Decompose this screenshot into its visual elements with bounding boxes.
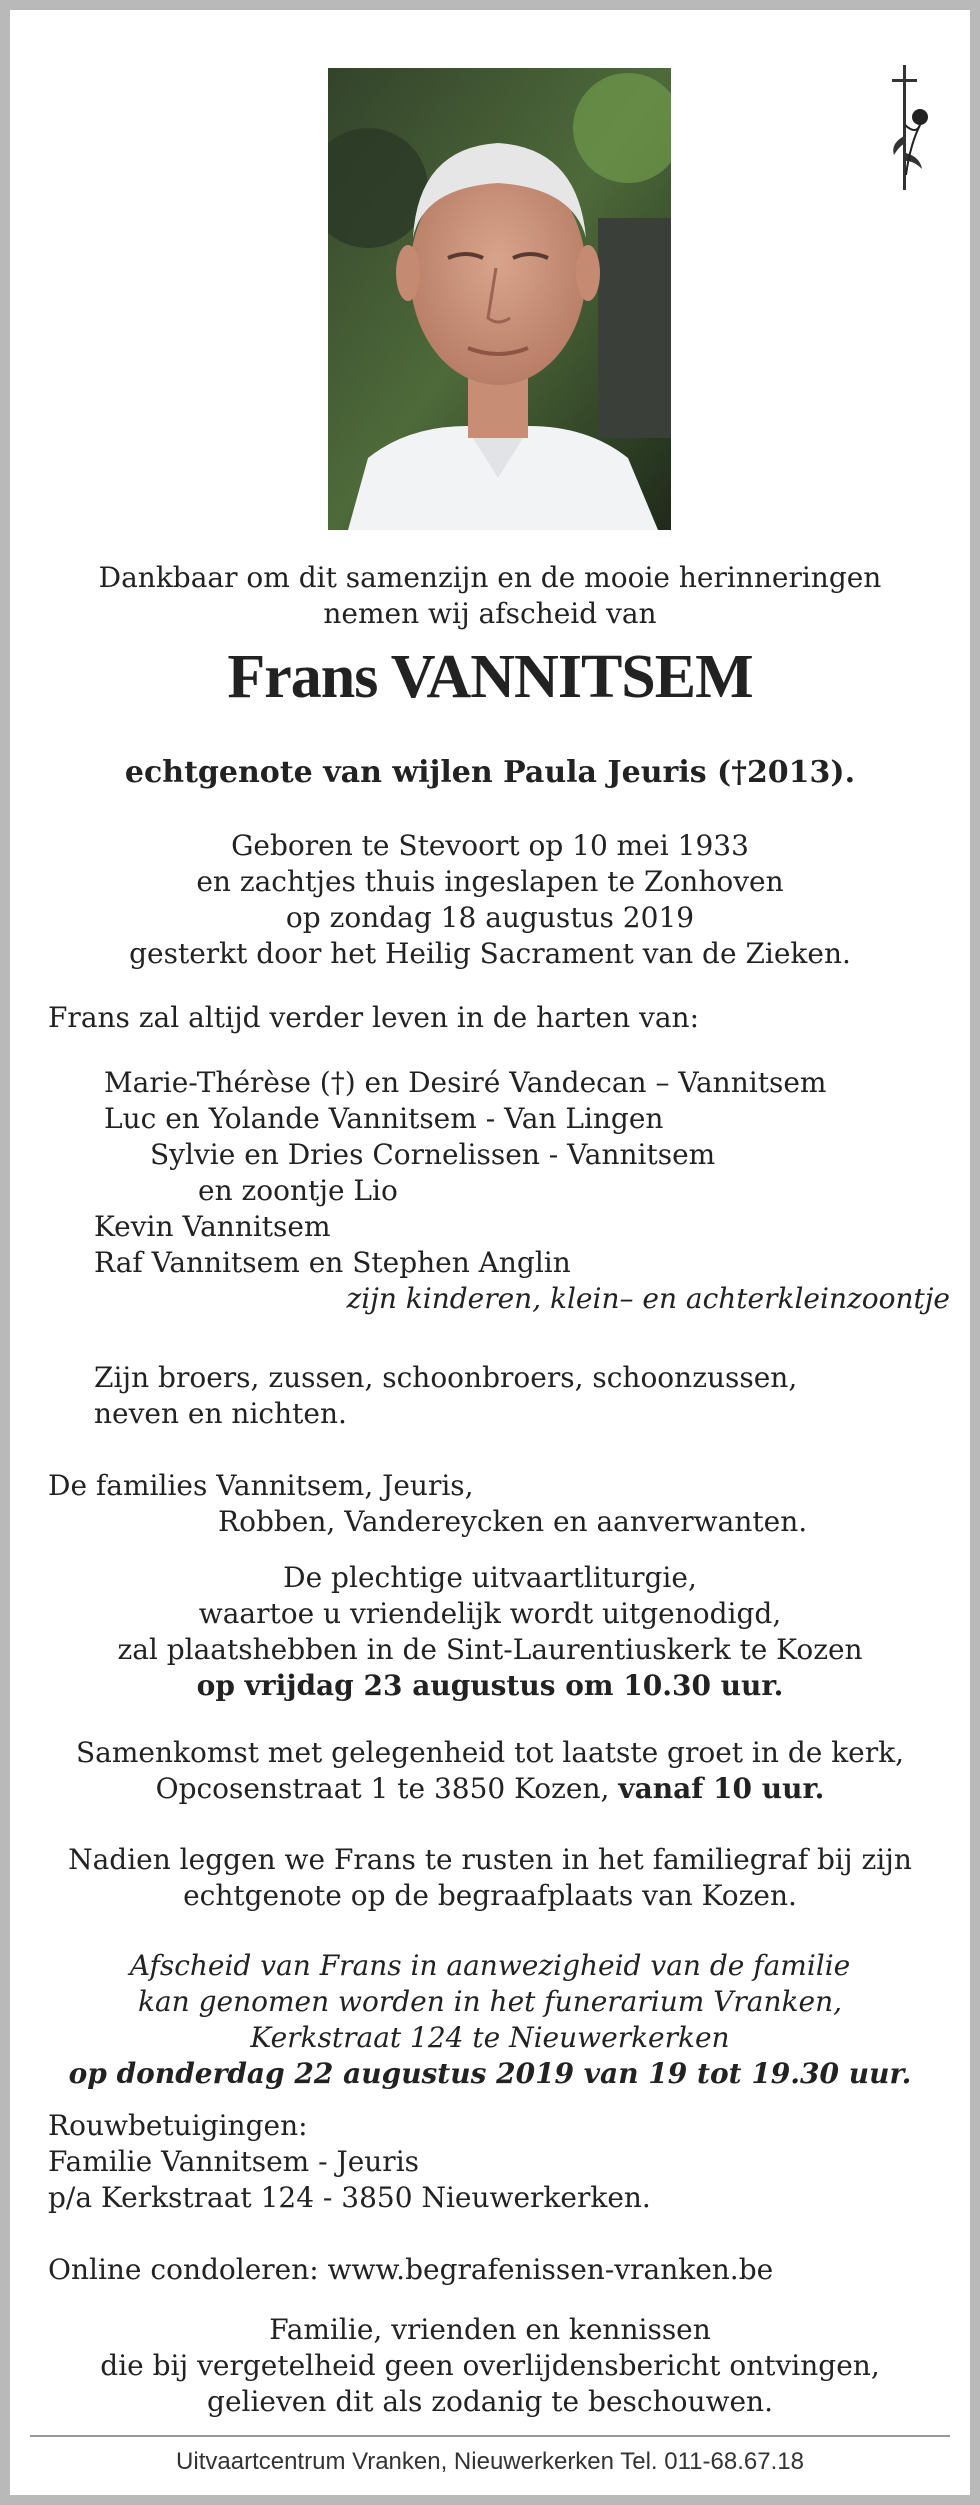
online-condolences: Online condoleren: www.begrafenissen-vranken.be xyxy=(48,2253,774,2286)
family-member-6: Raf Vannitsem en Stephen Anglin xyxy=(94,1246,571,1279)
gathering-line-2 xyxy=(30,1771,950,1807)
gathering-time: vanaf 10 uur. xyxy=(618,1772,825,1805)
footer-text: Uitvaartcentrum Vranken, Nieuwerkerken Tel. 011-68.67.18 xyxy=(176,2448,804,2475)
spouse-line: echtgenote van wijlen Paula Jeuris (†2013). xyxy=(124,755,856,790)
condolences-heading: Rouwbetuigingen: xyxy=(48,2109,308,2142)
cross-with-rose-icon xyxy=(880,65,940,195)
farewell-line-2: kan genomen worden in het funerarium Vranken, xyxy=(137,1985,843,2018)
portrait-illustration xyxy=(328,68,671,530)
closing-line-1: Familie, vrienden en kennissen xyxy=(269,2313,711,2346)
farewell-line-1: Afscheid van Frans in aanwezigheid van de familie xyxy=(129,1949,851,1982)
condolences-family: Familie Vannitsem - Jeuris xyxy=(48,2145,420,2178)
family-member-4: en zoontje Lio xyxy=(198,1174,398,1207)
family-member-2: Luc en Yolande Vannitsem - Van Lingen xyxy=(104,1102,664,1135)
death-place-line: en zachtjes thuis ingeslapen te Zonhoven xyxy=(196,865,784,898)
family-member-5: Kevin Vannitsem xyxy=(94,1210,331,1243)
closing-line-3: gelieven dit als zodanig te beschouwen. xyxy=(207,2385,773,2418)
closing-line-2: die bij vergetelheid geen overlijdensbericht ontvingen, xyxy=(100,2349,880,2382)
sacrament-line: gesterkt door het Heilig Sacrament van de Zieken. xyxy=(129,937,851,970)
families-line-1: De families Vannitsem, Jeuris, xyxy=(48,1469,474,1502)
ceremony-line-2: waartoe u vriendelijk wordt uitgenodigd, xyxy=(198,1597,782,1630)
burial-line-1: Nadien leggen we Frans te rusten in het familiegraf bij zijn xyxy=(68,1843,912,1876)
gathering-line-1: Samenkomst met gelegenheid tot laatste groet in de kerk, xyxy=(75,1736,905,1769)
farewell-line-3: Kerkstraat 124 te Nieuwerkerken xyxy=(250,2021,730,2054)
birth-line: Geboren te Stevoort op 10 mei 1933 xyxy=(231,829,749,862)
footer-divider xyxy=(30,2435,950,2437)
family-caption: zijn kinderen, klein– en achterkleinzoontje xyxy=(346,1282,950,1315)
death-date-line: op zondag 18 augustus 2019 xyxy=(285,901,695,934)
intro-line-1: Dankbaar om dit samenzijn en de mooie herinneringen xyxy=(98,561,882,594)
family-member-1: Marie-Thérèse (†) en Desiré Vandecan – Vannitsem xyxy=(104,1066,827,1099)
gathering-address: Opcosenstraat 1 te 3850 Kozen, xyxy=(155,1772,610,1805)
family-member-3: Sylvie en Dries Cornelissen - Vannitsem xyxy=(150,1138,716,1171)
farewell-date: op donderdag 22 augustus 2019 van 19 tot 19.30 uur. xyxy=(68,2057,912,2090)
card-content xyxy=(30,30,950,2475)
ceremony-line-1: De plechtige uitvaartliturgie, xyxy=(283,1561,697,1594)
ceremony-line-3: zal plaatshebben in de Sint-Laurentiuskerk te Kozen xyxy=(117,1633,863,1666)
condolences-address: p/a Kerkstraat 124 - 3850 Nieuwerkerken. xyxy=(48,2181,651,2214)
ceremony-date: op vrijdag 23 augustus om 10.30 uur. xyxy=(196,1669,784,1702)
intro-line-2: nemen wij afscheid van xyxy=(323,597,657,630)
siblings-line-1: Zijn broers, zussen, schoonbroers, schoonzussen, xyxy=(94,1361,798,1394)
portrait-photo xyxy=(328,68,671,530)
families-line-2: Robben, Vandereycken en aanverwanten. xyxy=(218,1505,808,1538)
lives-on-intro: Frans zal altijd verder leven in de harten van: xyxy=(48,1001,699,1034)
deceased-name: Frans VANNITSEM xyxy=(227,643,753,711)
burial-line-2: echtgenote op de begraafplaats van Kozen. xyxy=(183,1879,797,1912)
siblings-line-2: neven en nichten. xyxy=(94,1397,347,1430)
